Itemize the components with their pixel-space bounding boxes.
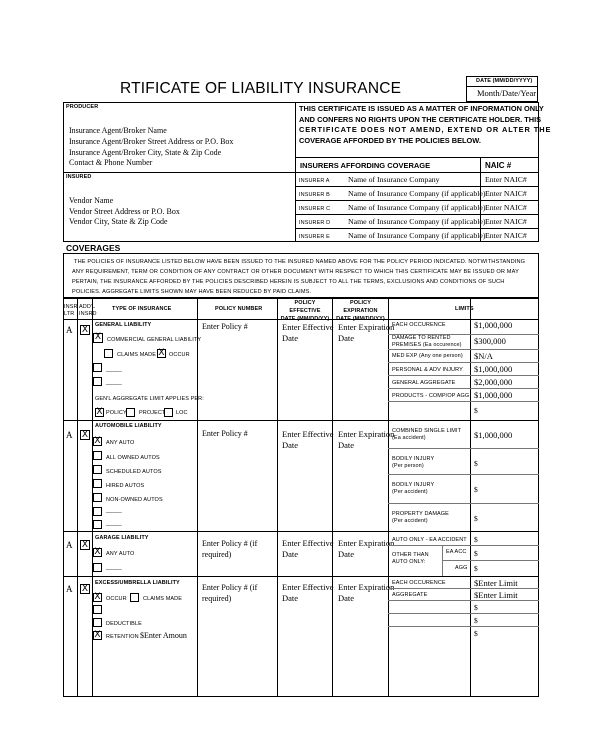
retention-checkbox[interactable]: X xyxy=(94,630,101,640)
additional-insured-checkbox[interactable]: X xyxy=(81,430,89,440)
non-owned-autos-checkbox[interactable] xyxy=(93,493,102,502)
auto-option-label: _____ xyxy=(106,521,122,527)
insurer-letter[interactable]: A xyxy=(66,584,73,594)
auto-option-label: SCHEDULED AUTOS xyxy=(106,469,162,475)
limit-value[interactable]: $2,000,000 xyxy=(474,377,513,387)
certificate-title: RTIFICATE OF LIABILITY INSURANCE xyxy=(120,80,402,97)
header-insr-ltr: INSR LTR xyxy=(64,304,78,317)
coverages-title: COVERAGES xyxy=(66,243,121,253)
umbrella-policy-number[interactable]: Enter Policy # (if required) xyxy=(202,583,258,603)
occur-checkbox[interactable]: X xyxy=(158,348,165,358)
limit-label: EACH OCCURENCE xyxy=(392,580,446,586)
insurer-label: INSURER C xyxy=(299,206,331,212)
garage-value[interactable]: $ xyxy=(474,549,478,558)
auto-option-label: ALL OWNED AUTOS xyxy=(106,455,160,461)
insurer-name[interactable]: Name of Insurance Company (if applicable) xyxy=(348,217,486,226)
limit-value[interactable]: $ xyxy=(474,629,478,638)
limit-value[interactable]: $Enter Limit xyxy=(474,590,518,600)
retention-label: RETENTION xyxy=(106,634,139,640)
commercial-gl-checkbox[interactable]: X xyxy=(94,332,102,342)
auto-option-label: _____ xyxy=(106,508,122,514)
insurer-naic[interactable]: Enter NAIC# xyxy=(485,203,527,212)
garage-blank-label: _____ xyxy=(106,565,122,571)
umbrella-occur-label: OCCUR xyxy=(106,596,127,602)
insurers-header: INSURERS AFFORDING COVERAGE xyxy=(300,161,431,170)
limit-value[interactable]: $300,000 xyxy=(474,336,506,346)
limit-value[interactable]: $ xyxy=(474,603,478,612)
producer-line-1[interactable]: Insurance Agent/Broker Name xyxy=(69,126,167,135)
auto-only-label: AUTO ONLY - EA ACCIDENT xyxy=(392,537,467,543)
limit-value[interactable]: $ xyxy=(474,514,478,523)
umbrella-occur-checkbox[interactable]: X xyxy=(94,592,101,602)
policy-checkbox[interactable]: X xyxy=(96,407,103,417)
any-auto-checkbox[interactable]: X xyxy=(94,436,101,446)
claims-made-checkbox[interactable] xyxy=(104,349,113,358)
gl-blank-checkbox-1[interactable] xyxy=(93,363,102,372)
auto-expiration-date[interactable]: Enter Expiration Date xyxy=(338,429,395,450)
limit-label: PROPERTY DAMAGE (Per accident) xyxy=(392,511,449,524)
all-owned-autos-checkbox[interactable] xyxy=(93,451,102,460)
limit-value[interactable]: $ xyxy=(474,406,478,415)
limit-label: EACH OCCURENCE xyxy=(392,322,446,328)
header-addl-insrd: ADD'L INSRD xyxy=(79,304,97,317)
auto-liability-title: AUTOMOBILE LIABILITY xyxy=(95,423,162,429)
umbrella-claims-made-label: CLAIMS MADE xyxy=(143,596,182,602)
deductible-checkbox[interactable] xyxy=(93,618,102,627)
deductible-label: DEDUCTIBLE xyxy=(106,621,142,627)
header-limits: LIMITS xyxy=(455,306,474,312)
garage-value[interactable]: $ xyxy=(474,564,478,573)
gl-expiration-date[interactable]: Enter Expiration Date xyxy=(338,322,395,343)
limit-value[interactable]: $ xyxy=(474,616,478,625)
limit-label: COMBINED SINGLE LIMIT (Ea accident) xyxy=(392,428,462,441)
coverages-notice: THE POLICIES OF INSURANCE LISTED BELOW HAVE BEEN ISSUED TO THE INSURED NAMED ABOVE FOR THE POLICY PERIOD INDICATED. NOTWITHSTANDING ANY REQUIREMENT, TERM OR CONDITION OF ANY CONTRACT OR OTHER DOCUMENT WITH RESPECT TO WHICH THIS CERTIFICATE MAY BE ISSUED OR MAY PERTAIN, THE INSURANCE AFFORDED BY THE POLICIES DESCRIBED HEREIN IS SUBJECT TO ALL THE TERMS, EXCLUSIONS AND CONDITIONS OF SUCH POLICIES. AGGREGATE LIMITS SHOWN MAY HAVE BEEN REDUCED BY PAID CLAIMS. xyxy=(72,259,526,295)
additional-insured-checkbox[interactable]: X xyxy=(81,325,89,335)
limit-value[interactable]: $ xyxy=(474,459,478,468)
additional-insured-checkbox[interactable]: X xyxy=(81,584,89,594)
header-effective-date: POLICY EFFECTIVE DATE (MM/DD/YY) xyxy=(280,300,330,322)
limit-value[interactable]: $1,000,000 xyxy=(474,320,513,330)
auto-option-label: NON-OWNED AUTOS xyxy=(106,497,163,503)
project-label: PROJECT xyxy=(139,410,166,416)
gl-effective-date[interactable]: Enter Effective Date xyxy=(282,322,334,343)
certificate-notice: THIS CERTIFICATE IS ISSUED AS A MATTER OF INFORMATION ONLY AND CONFERS NO RIGHTS UPON THE CERTIFICATE HOLDER. THIS CERTIFICATE DOES NOT AMEND, EXTEND OR ALTER THE COVERAGE AFFORDED BY THE POLICIES BELOW. xyxy=(299,104,552,145)
gl-blank-checkbox-2[interactable] xyxy=(93,377,102,386)
date-value[interactable]: Month/Date/Year xyxy=(477,88,537,98)
occur-label: OCCUR xyxy=(169,352,190,358)
insurer-naic[interactable]: Enter NAIC# xyxy=(485,217,527,226)
garage-value[interactable]: $ xyxy=(474,535,478,544)
header-type-of-insurance: TYPE OF INSURANCE xyxy=(112,306,172,312)
limit-label: BODILY INJURY (Per accident) xyxy=(392,482,435,495)
producer-line-2[interactable]: Insurance Agent/Broker Street Address or P.O. Box xyxy=(69,137,234,146)
header-expiration-date: POLICY EXPIRATION DATE (MM/DD/YY) xyxy=(336,300,385,322)
insurer-name[interactable]: Name of Insurance Company xyxy=(348,175,440,184)
garage-policy-number[interactable]: Enter Policy # (if required) xyxy=(202,539,258,559)
umbrella-expiration-date[interactable]: Enter Expiration Date xyxy=(338,582,395,603)
scheduled-autos-checkbox[interactable] xyxy=(93,465,102,474)
naic-header: NAIC # xyxy=(485,161,512,170)
producer-label: PRODUCER xyxy=(66,104,99,110)
producer-line-4[interactable]: Contact & Phone Number xyxy=(69,158,153,167)
ea-acc-label: EA ACC xyxy=(446,549,467,555)
agg-label: AGG xyxy=(455,565,468,571)
limit-value[interactable]: $N/A xyxy=(474,351,493,361)
garage-effective-date[interactable]: Enter Effective Date xyxy=(282,538,334,559)
insurer-letter[interactable]: A xyxy=(66,540,73,550)
garage-liability-title: GARAGE LIABILITY xyxy=(95,535,149,541)
hired-autos-checkbox[interactable] xyxy=(93,479,102,488)
limit-label: PRODUCTS - COMP/OP AGG xyxy=(392,393,470,399)
limit-label: AGGREGATE xyxy=(392,592,428,598)
garage-any-auto-checkbox[interactable]: X xyxy=(94,547,101,557)
producer-line-3[interactable]: Insurance Agent/Broker City, State & Zip Code xyxy=(69,148,222,157)
insurer-letter[interactable]: A xyxy=(66,325,73,335)
umbrella-effective-date[interactable]: Enter Effective Date xyxy=(282,582,334,603)
gl-blank-1: _____ xyxy=(106,367,122,373)
auto-blank-checkbox-1[interactable] xyxy=(93,507,102,516)
additional-insured-checkbox[interactable]: X xyxy=(81,540,89,550)
insurer-label: INSURER E xyxy=(299,234,330,240)
auto-option-label: ANY AUTO xyxy=(106,440,135,446)
umbrella-blank-checkbox[interactable] xyxy=(93,605,102,614)
auto-effective-date[interactable]: Enter Effective Date xyxy=(282,429,334,450)
insurer-letter[interactable]: A xyxy=(66,430,73,440)
insurer-label: INSURER D xyxy=(299,220,331,226)
limit-label: MED EXP (Any one person) xyxy=(392,353,463,359)
other-than-label: OTHER THAN AUTO ONLY: xyxy=(392,552,429,565)
limit-value[interactable]: $1,000,000 xyxy=(474,430,513,440)
project-checkbox[interactable] xyxy=(126,408,135,417)
insurer-label: INSURER A xyxy=(299,178,330,184)
auto-policy-number[interactable]: Enter Policy # xyxy=(202,429,248,438)
limit-value[interactable]: $1,000,000 xyxy=(474,364,513,374)
limit-value[interactable]: $1,000,000 xyxy=(474,390,513,400)
insurer-name[interactable]: Name of Insurance Company (if applicable) xyxy=(348,189,486,198)
auto-option-label: HIRED AUTOS xyxy=(106,483,145,489)
insured-line-1[interactable]: Vendor Name xyxy=(69,196,114,205)
umbrella-claims-made-checkbox[interactable] xyxy=(130,593,139,602)
insurer-naic[interactable]: Enter NAIC# xyxy=(485,231,527,240)
limit-label: PERSONAL & ADV INJURY xyxy=(392,367,463,373)
insured-line-2[interactable]: Vendor Street Address or P.O. Box xyxy=(69,207,180,216)
loc-label: LOC xyxy=(176,410,188,416)
insurer-naic[interactable]: Enter NAIC# xyxy=(485,175,527,184)
insured-line-3[interactable]: Vendor City, State & Zip Code xyxy=(69,217,168,226)
commercial-gl-label: COMMERCIAL GENERAL LIABILITY xyxy=(107,337,202,343)
insurer-name[interactable]: Name of Insurance Company (if applicable) xyxy=(348,231,486,240)
insurer-naic[interactable]: Enter NAIC# xyxy=(485,189,527,198)
loc-checkbox[interactable] xyxy=(164,408,173,417)
insurer-name[interactable]: Name of Insurance Company (if applicable) xyxy=(348,203,486,212)
limit-label: BODILY INJURY (Per person) xyxy=(392,456,435,469)
limit-label: DAMAGE TO RENTED PREMISES (Ea occurence) xyxy=(392,335,462,348)
header-policy-number: POLICY NUMBER xyxy=(215,306,263,312)
insured-label: INSURED xyxy=(66,174,92,180)
insurer-label: INSURER B xyxy=(299,192,330,198)
policy-label: POLICY xyxy=(106,410,127,416)
gl-policy-number[interactable]: Enter Policy # xyxy=(202,322,248,331)
limit-label: GENERAL AGGREGATE xyxy=(392,380,456,386)
garage-blank-checkbox[interactable] xyxy=(93,563,102,572)
garage-expiration-date[interactable]: Enter Expiration Date xyxy=(338,538,395,559)
aggregate-applies-label: GEN'L AGGREGATE LIMIT APPLIES PER: xyxy=(95,396,204,402)
limit-value[interactable]: $Enter Limit xyxy=(474,578,518,588)
umbrella-liability-title: EXCESS/UMBRELLA LIABILITY xyxy=(95,580,180,586)
retention-amount[interactable]: $Enter Amoun xyxy=(140,631,187,640)
date-label: DATE (MM/DD/YYYY) xyxy=(476,78,533,84)
general-liability-title: GENERAL LIABILITY xyxy=(95,322,152,328)
limit-value[interactable]: $ xyxy=(474,485,478,494)
gl-blank-2: _____ xyxy=(106,380,122,386)
garage-any-auto-label: ANY AUTO xyxy=(106,551,135,557)
claims-made-label: CLAIMS MADE xyxy=(117,352,156,358)
auto-blank-checkbox-2[interactable] xyxy=(93,520,102,529)
